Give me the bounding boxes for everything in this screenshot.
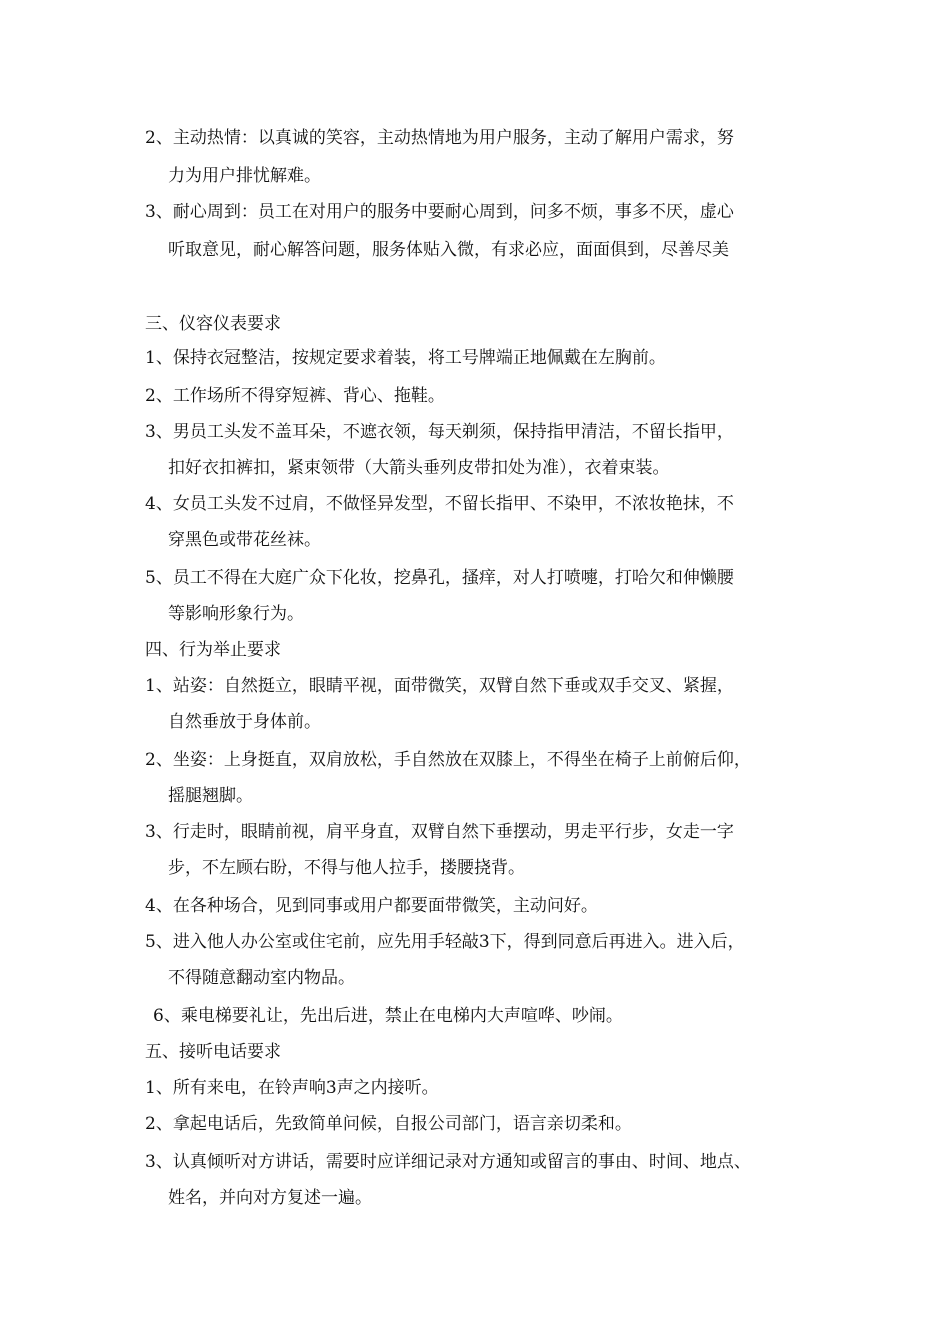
text-line-29: 姓名，并向对方复述一遍。 — [168, 1188, 372, 1208]
text-line-15: 1、站姿：自然挺立，眼睛平视，面带微笑，双臂自然下垂或双手交叉、紧握， — [145, 676, 734, 696]
text-line-18: 摇腿翘脚。 — [168, 786, 253, 806]
text-line-4: 听取意见，耐心解答问题，服务体贴入微，有求必应，面面俱到，尽善尽美 — [168, 240, 729, 260]
text-line-13: 等影响形象行为。 — [168, 604, 304, 624]
text-line-16: 自然垂放于身体前。 — [168, 712, 321, 732]
text-line-19: 3、行走时，眼睛前视，肩平身直，双臂自然下垂摆动，男走平行步，女走一字 — [145, 822, 734, 842]
text-line-7: 2、工作场所不得穿短裤、背心、拖鞋。 — [145, 386, 445, 406]
section-heading-5: 五、接听电话要求 — [145, 1042, 281, 1062]
text-line-17: 2、坐姿：上身挺直，双肩放松，手自然放在双膝上，不得坐在椅子上前俯后仰， — [145, 750, 751, 770]
text-line-2: 力为用户排忧解难。 — [168, 166, 321, 186]
section-heading-4: 四、行为举止要求 — [145, 640, 281, 660]
text-line-22: 5、进入他人办公室或住宅前，应先用手轻敲3下，得到同意后再进入。进入后， — [145, 932, 745, 952]
text-line-1: 2、主动热情：以真诚的笑容，主动热情地为用户服务，主动了解用户需求，努 — [145, 128, 734, 148]
text-line-9: 扣好衣扣裤扣，紧束领带（大箭头垂列皮带扣处为准），衣着束装。 — [168, 458, 670, 478]
text-line-6: 1、保持衣冠整洁，按规定要求着装，将工号牌端正地佩戴在左胸前。 — [145, 348, 666, 368]
text-line-23: 不得随意翻动室内物品。 — [168, 968, 355, 988]
text-line-24: 6、乘电梯要礼让，先出后进，禁止在电梯内大声喧哗、吵闹。 — [153, 1006, 623, 1026]
text-line-12: 5、员工不得在大庭广众下化妆，挖鼻孔，搔痒，对人打喷嚏，打哈欠和伸懒腰 — [145, 568, 734, 588]
text-line-28: 3、认真倾听对方讲话，需要时应详细记录对方通知或留言的事由、时间、地点、 — [145, 1152, 751, 1172]
text-line-3: 3、耐心周到：员工在对用户的服务中要耐心周到，问多不烦，事多不厌，虚心 — [145, 202, 734, 222]
text-line-21: 4、在各种场合，见到同事或用户都要面带微笑，主动问好。 — [145, 896, 598, 916]
section-heading-3: 三、仪容仪表要求 — [145, 314, 281, 334]
text-line-11: 穿黑色或带花丝袜。 — [168, 530, 321, 550]
text-line-20: 步，不左顾右盼，不得与他人拉手，搂腰挠背。 — [168, 858, 525, 878]
text-line-8: 3、男员工头发不盖耳朵，不遮衣领，每天剃须，保持指甲清洁，不留长指甲， — [145, 422, 734, 442]
text-line-26: 1、所有来电，在铃声响3声之内接听。 — [145, 1078, 439, 1098]
text-line-27: 2、拿起电话后，先致简单问候，自报公司部门，语言亲切柔和。 — [145, 1114, 632, 1134]
text-line-10: 4、女员工头发不过肩，不做怪异发型，不留长指甲、不染甲，不浓妆艳抹，不 — [145, 494, 734, 514]
